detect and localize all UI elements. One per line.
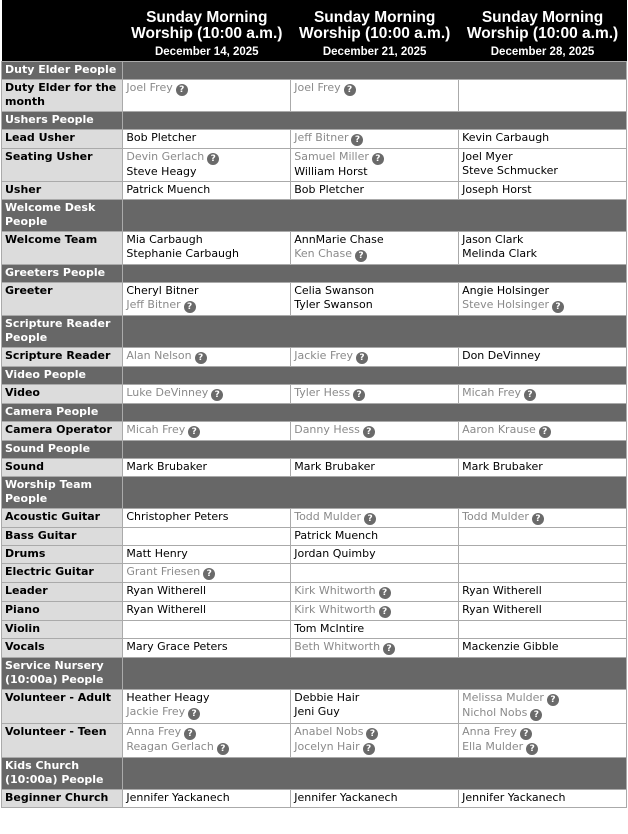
person-name[interactable]: Todd Mulder ? [462, 510, 623, 525]
assignment-cell [459, 564, 627, 583]
assignment-cell [123, 621, 291, 639]
role-label: Video [2, 385, 123, 404]
assignment-cell [291, 283, 459, 316]
person-name[interactable]: Anabel Nobs ? [294, 725, 455, 740]
role-label: Vocals [2, 639, 123, 658]
assignment-cell [459, 130, 627, 149]
assignment-cell [291, 509, 459, 528]
section-label: Scripture Reader People [2, 316, 123, 348]
section-label: Duty Elder People [2, 62, 123, 80]
section-row [2, 758, 627, 790]
person-name[interactable]: Tyler Swanson [294, 298, 373, 311]
role-row [2, 385, 627, 404]
question-mark-icon: ? [184, 728, 196, 740]
assignment-cell [291, 528, 459, 546]
person-name[interactable]: Steve Heagy [126, 165, 197, 178]
role-row [2, 283, 627, 316]
person-name[interactable]: Todd Mulder ? [294, 510, 455, 525]
question-mark-icon: ? [356, 352, 368, 364]
assignment-cell [291, 149, 459, 182]
service-title: Sunday Morning Worship (10:00 a.m.) [466, 9, 619, 42]
question-mark-icon: ? [524, 389, 536, 401]
person-name[interactable]: Jeff Bitner ? [126, 298, 287, 313]
question-mark-icon: ? [520, 728, 532, 740]
section-fill [123, 758, 627, 790]
role-label: Welcome Team [2, 232, 123, 265]
question-mark-icon: ? [363, 743, 375, 755]
question-mark-icon: ? [184, 301, 196, 313]
person-name[interactable]: Danny Hess ? [294, 423, 455, 438]
section-fill [123, 200, 627, 232]
assignment-cell [459, 509, 627, 528]
section-row [2, 367, 627, 385]
person-name[interactable]: Patrick Muench [126, 183, 211, 196]
schedule-body [2, 62, 627, 808]
assignment-cell [123, 80, 291, 112]
section-label: Kids Church (10:00a) People [2, 758, 123, 790]
question-mark-icon: ? [526, 743, 538, 755]
person-name[interactable]: Anna Frey ? [126, 725, 287, 740]
role-label: Leader [2, 583, 123, 602]
question-mark-icon: ? [351, 134, 363, 146]
question-mark-icon: ? [366, 728, 378, 740]
question-mark-icon: ? [539, 426, 551, 438]
role-row [2, 564, 627, 583]
person-name[interactable]: Joel Myer [462, 150, 513, 163]
person-name[interactable]: Ken Chase ? [294, 247, 455, 262]
section-row [2, 265, 627, 283]
person-name[interactable]: Micah Frey ? [126, 423, 287, 438]
question-mark-icon: ? [532, 513, 544, 525]
assignment-cell [291, 602, 459, 621]
person-name[interactable]: Jennifer Yackanech [294, 791, 398, 804]
person-name[interactable]: Ryan Witherell [126, 603, 207, 616]
assignment-cell [123, 724, 291, 758]
service-header [123, 0, 291, 62]
assignment-cell [123, 348, 291, 367]
assignment-cell [123, 283, 291, 316]
role-label: Sound [2, 459, 123, 477]
question-mark-icon: ? [363, 426, 375, 438]
section-row [2, 477, 627, 509]
section-row [2, 316, 627, 348]
assignment-cell [123, 459, 291, 477]
person-name[interactable]: Jackie Frey ? [126, 705, 287, 720]
person-name[interactable]: Bob Pletcher [294, 183, 365, 196]
question-mark-icon: ? [383, 643, 395, 655]
assignment-cell [291, 459, 459, 477]
section-fill [123, 658, 627, 690]
role-row [2, 790, 627, 808]
assignment-cell [459, 639, 627, 658]
role-label: Bass Guitar [2, 528, 123, 546]
section-label: Greeters People [2, 265, 123, 283]
question-mark-icon: ? [379, 606, 391, 618]
role-row [2, 149, 627, 182]
assignment-cell [123, 602, 291, 621]
assignment-cell [291, 583, 459, 602]
person-name[interactable]: Mackenzie Gibble [462, 640, 559, 653]
role-row [2, 602, 627, 621]
person-name[interactable]: Joel Frey ? [126, 81, 287, 96]
role-label: Drums [2, 546, 123, 564]
service-date: December 28, 2025 [490, 46, 595, 58]
role-row [2, 621, 627, 639]
section-label: Video People [2, 367, 123, 385]
assignment-cell [459, 690, 627, 724]
role-row [2, 80, 627, 112]
role-label: Violin [2, 621, 123, 639]
section-label: Welcome Desk People [2, 200, 123, 232]
role-row [2, 348, 627, 367]
person-name[interactable]: Tom McIntire [294, 622, 365, 635]
section-row [2, 62, 627, 80]
person-name[interactable]: Don DeVinney [462, 349, 541, 362]
question-mark-icon: ? [176, 84, 188, 96]
section-label: Camera People [2, 404, 123, 422]
role-label: Duty Elder for the month [2, 80, 123, 112]
assignment-cell [123, 790, 291, 808]
person-name[interactable]: AnnMarie Chase [294, 233, 384, 246]
person-name[interactable]: Jennifer Yackanech [462, 791, 566, 804]
assignment-cell [291, 80, 459, 112]
role-row [2, 690, 627, 724]
question-mark-icon: ? [379, 587, 391, 599]
assignment-cell [123, 546, 291, 564]
person-name[interactable]: Jason Clark [462, 233, 524, 246]
person-name[interactable]: Cheryl Bitner [126, 284, 199, 297]
section-row [2, 200, 627, 232]
person-name[interactable]: Jennifer Yackanech [126, 791, 230, 804]
person-name[interactable]: Luke DeVinney ? [126, 386, 287, 401]
section-label: Ushers People [2, 112, 123, 130]
service-date: December 21, 2025 [322, 46, 427, 58]
role-label: Scripture Reader [2, 348, 123, 367]
assignment-cell [459, 422, 627, 441]
assignment-cell [459, 602, 627, 621]
assignment-cell [459, 790, 627, 808]
person-name[interactable]: Steve Schmucker [462, 164, 558, 177]
role-label: Camera Operator [2, 422, 123, 441]
person-name[interactable]: Anna Frey ? [462, 725, 623, 740]
person-name[interactable]: Melinda Clark [462, 247, 538, 260]
section-fill [123, 441, 627, 459]
role-row [2, 130, 627, 149]
header-corner [2, 0, 123, 62]
assignment-cell [123, 182, 291, 200]
person-name[interactable]: Mary Grace Peters [126, 640, 228, 653]
question-mark-icon: ? [372, 153, 384, 165]
section-label: Sound People [2, 441, 123, 459]
section-fill [123, 265, 627, 283]
person-name[interactable]: Devin Gerlach ? [126, 150, 287, 165]
role-label: Seating Usher [2, 149, 123, 182]
section-fill [123, 112, 627, 130]
assignment-cell [291, 348, 459, 367]
question-mark-icon: ? [344, 84, 356, 96]
person-name[interactable]: Celia Swanson [294, 284, 375, 297]
assignment-cell [123, 509, 291, 528]
role-row [2, 232, 627, 265]
person-name[interactable]: Tyler Hess ? [294, 386, 455, 401]
question-mark-icon: ? [211, 389, 223, 401]
person-name[interactable]: Mark Brubaker [126, 460, 207, 473]
assignment-cell [459, 232, 627, 265]
section-label: Service Nursery (10:00a) People [2, 658, 123, 690]
role-row [2, 583, 627, 602]
service-title: Sunday Morning Worship (10:00 a.m.) [131, 9, 283, 42]
assignment-cell [291, 621, 459, 639]
question-mark-icon: ? [207, 153, 219, 165]
role-label: Lead Usher [2, 130, 123, 149]
section-label: Worship Team People [2, 477, 123, 509]
assignment-cell [291, 724, 459, 758]
assignment-cell [459, 385, 627, 404]
role-row [2, 546, 627, 564]
section-fill [123, 477, 627, 509]
assignment-cell [123, 149, 291, 182]
assignment-cell [291, 790, 459, 808]
role-row [2, 459, 627, 477]
person-name[interactable]: Heather Heagy [126, 691, 210, 704]
assignment-cell [123, 130, 291, 149]
person-name[interactable]: Ryan Witherell [462, 603, 542, 616]
question-mark-icon: ? [355, 250, 367, 262]
person-name[interactable]: Jordan Quimby [294, 547, 376, 560]
person-name[interactable]: Kirk Whitworth ? [294, 603, 455, 618]
question-mark-icon: ? [188, 426, 200, 438]
section-row [2, 658, 627, 690]
assignment-cell [291, 690, 459, 724]
person-name[interactable]: Debbie Hair [294, 691, 360, 704]
assignment-cell [459, 546, 627, 564]
role-label: Greeter [2, 283, 123, 316]
question-mark-icon: ? [353, 389, 365, 401]
person-name[interactable]: Bob Pletcher [126, 131, 197, 144]
person-name[interactable]: Angie Holsinger [462, 284, 549, 297]
role-label: Volunteer - Teen [2, 724, 123, 758]
question-mark-icon: ? [217, 743, 229, 755]
assignment-cell [123, 690, 291, 724]
question-mark-icon: ? [195, 352, 207, 364]
role-row [2, 724, 627, 758]
person-name[interactable]: Kirk Whitworth ? [294, 584, 455, 599]
assignment-cell [459, 283, 627, 316]
header-row [2, 0, 627, 62]
service-header [291, 0, 459, 62]
role-row [2, 639, 627, 658]
person-name[interactable]: Christopher Peters [126, 510, 229, 523]
assignment-cell [291, 639, 459, 658]
person-name[interactable]: Nichol Nobs ? [462, 706, 623, 721]
question-mark-icon: ? [552, 301, 564, 313]
section-fill [123, 316, 627, 348]
role-label: Electric Guitar [2, 564, 123, 583]
section-row [2, 112, 627, 130]
question-mark-icon: ? [530, 709, 542, 721]
person-name[interactable]: Jocelyn Hair ? [294, 740, 455, 755]
person-name[interactable]: Grant Friesen ? [126, 565, 287, 580]
assignment-cell [291, 130, 459, 149]
person-name[interactable]: Mark Brubaker [462, 460, 543, 473]
person-name[interactable]: Samuel Miller ? [294, 150, 455, 165]
person-name[interactable]: Stephanie Carbaugh [126, 247, 239, 260]
role-row [2, 182, 627, 200]
assignment-cell [123, 583, 291, 602]
person-name[interactable]: Alan Nelson ? [126, 349, 287, 364]
person-name[interactable]: Mark Brubaker [294, 460, 375, 473]
assignment-cell [123, 232, 291, 265]
schedule-table [1, 0, 627, 808]
person-name[interactable]: Jeni Guy [294, 705, 340, 718]
person-name[interactable]: Jackie Frey ? [294, 349, 455, 364]
assignment-cell [291, 232, 459, 265]
role-row [2, 422, 627, 441]
person-name[interactable]: Kevin Carbaugh [462, 131, 550, 144]
assignment-cell [291, 564, 459, 583]
role-label: Beginner Church [2, 790, 123, 808]
assignment-cell [459, 724, 627, 758]
assignment-cell [459, 80, 627, 112]
role-label: Acoustic Guitar [2, 509, 123, 528]
section-fill [123, 367, 627, 385]
assignment-cell [459, 348, 627, 367]
service-header [459, 0, 627, 62]
assignment-cell [459, 621, 627, 639]
assignment-cell [123, 639, 291, 658]
assignment-cell [123, 422, 291, 441]
person-name[interactable]: William Horst [294, 165, 368, 178]
assignment-cell [459, 528, 627, 546]
role-row [2, 509, 627, 528]
section-row [2, 404, 627, 422]
assignment-cell [123, 528, 291, 546]
assignment-cell [291, 422, 459, 441]
assignment-cell [459, 583, 627, 602]
question-mark-icon: ? [188, 708, 200, 720]
person-name[interactable]: Joseph Horst [462, 183, 532, 196]
question-mark-icon: ? [547, 694, 559, 706]
assignment-cell [123, 564, 291, 583]
service-date: December 14, 2025 [154, 46, 259, 58]
person-name[interactable]: Steve Holsinger ? [462, 298, 623, 313]
role-label: Piano [2, 602, 123, 621]
person-name[interactable]: Mia Carbaugh [126, 233, 203, 246]
person-name[interactable]: Jeff Bitner ? [294, 131, 455, 146]
assignment-cell [459, 149, 627, 182]
service-title: Sunday Morning Worship (10:00 a.m.) [299, 9, 451, 42]
assignment-cell [291, 546, 459, 564]
person-name[interactable]: Matt Henry [126, 547, 188, 560]
role-label: Volunteer - Adult [2, 690, 123, 724]
section-fill [123, 62, 627, 80]
section-row [2, 441, 627, 459]
assignment-cell [459, 459, 627, 477]
person-name[interactable]: Joel Frey ? [294, 81, 455, 96]
assignment-cell [459, 182, 627, 200]
person-name[interactable]: Ella Mulder ? [462, 740, 623, 755]
person-name[interactable]: Ryan Witherell [126, 584, 207, 597]
assignment-cell [291, 385, 459, 404]
person-name[interactable]: Reagan Gerlach ? [126, 740, 287, 755]
question-mark-icon: ? [203, 568, 215, 580]
role-label: Usher [2, 182, 123, 200]
question-mark-icon: ? [364, 513, 376, 525]
person-name[interactable]: Ryan Witherell [462, 584, 542, 597]
person-name[interactable]: Patrick Muench [294, 529, 379, 542]
person-name[interactable]: Aaron Krause ? [462, 423, 623, 438]
assignment-cell [291, 182, 459, 200]
person-name[interactable]: Melissa Mulder ? [462, 691, 623, 706]
section-fill [123, 404, 627, 422]
person-name[interactable]: Beth Whitworth ? [294, 640, 455, 655]
role-row [2, 528, 627, 546]
person-name[interactable]: Micah Frey ? [462, 386, 623, 401]
assignment-cell [123, 385, 291, 404]
